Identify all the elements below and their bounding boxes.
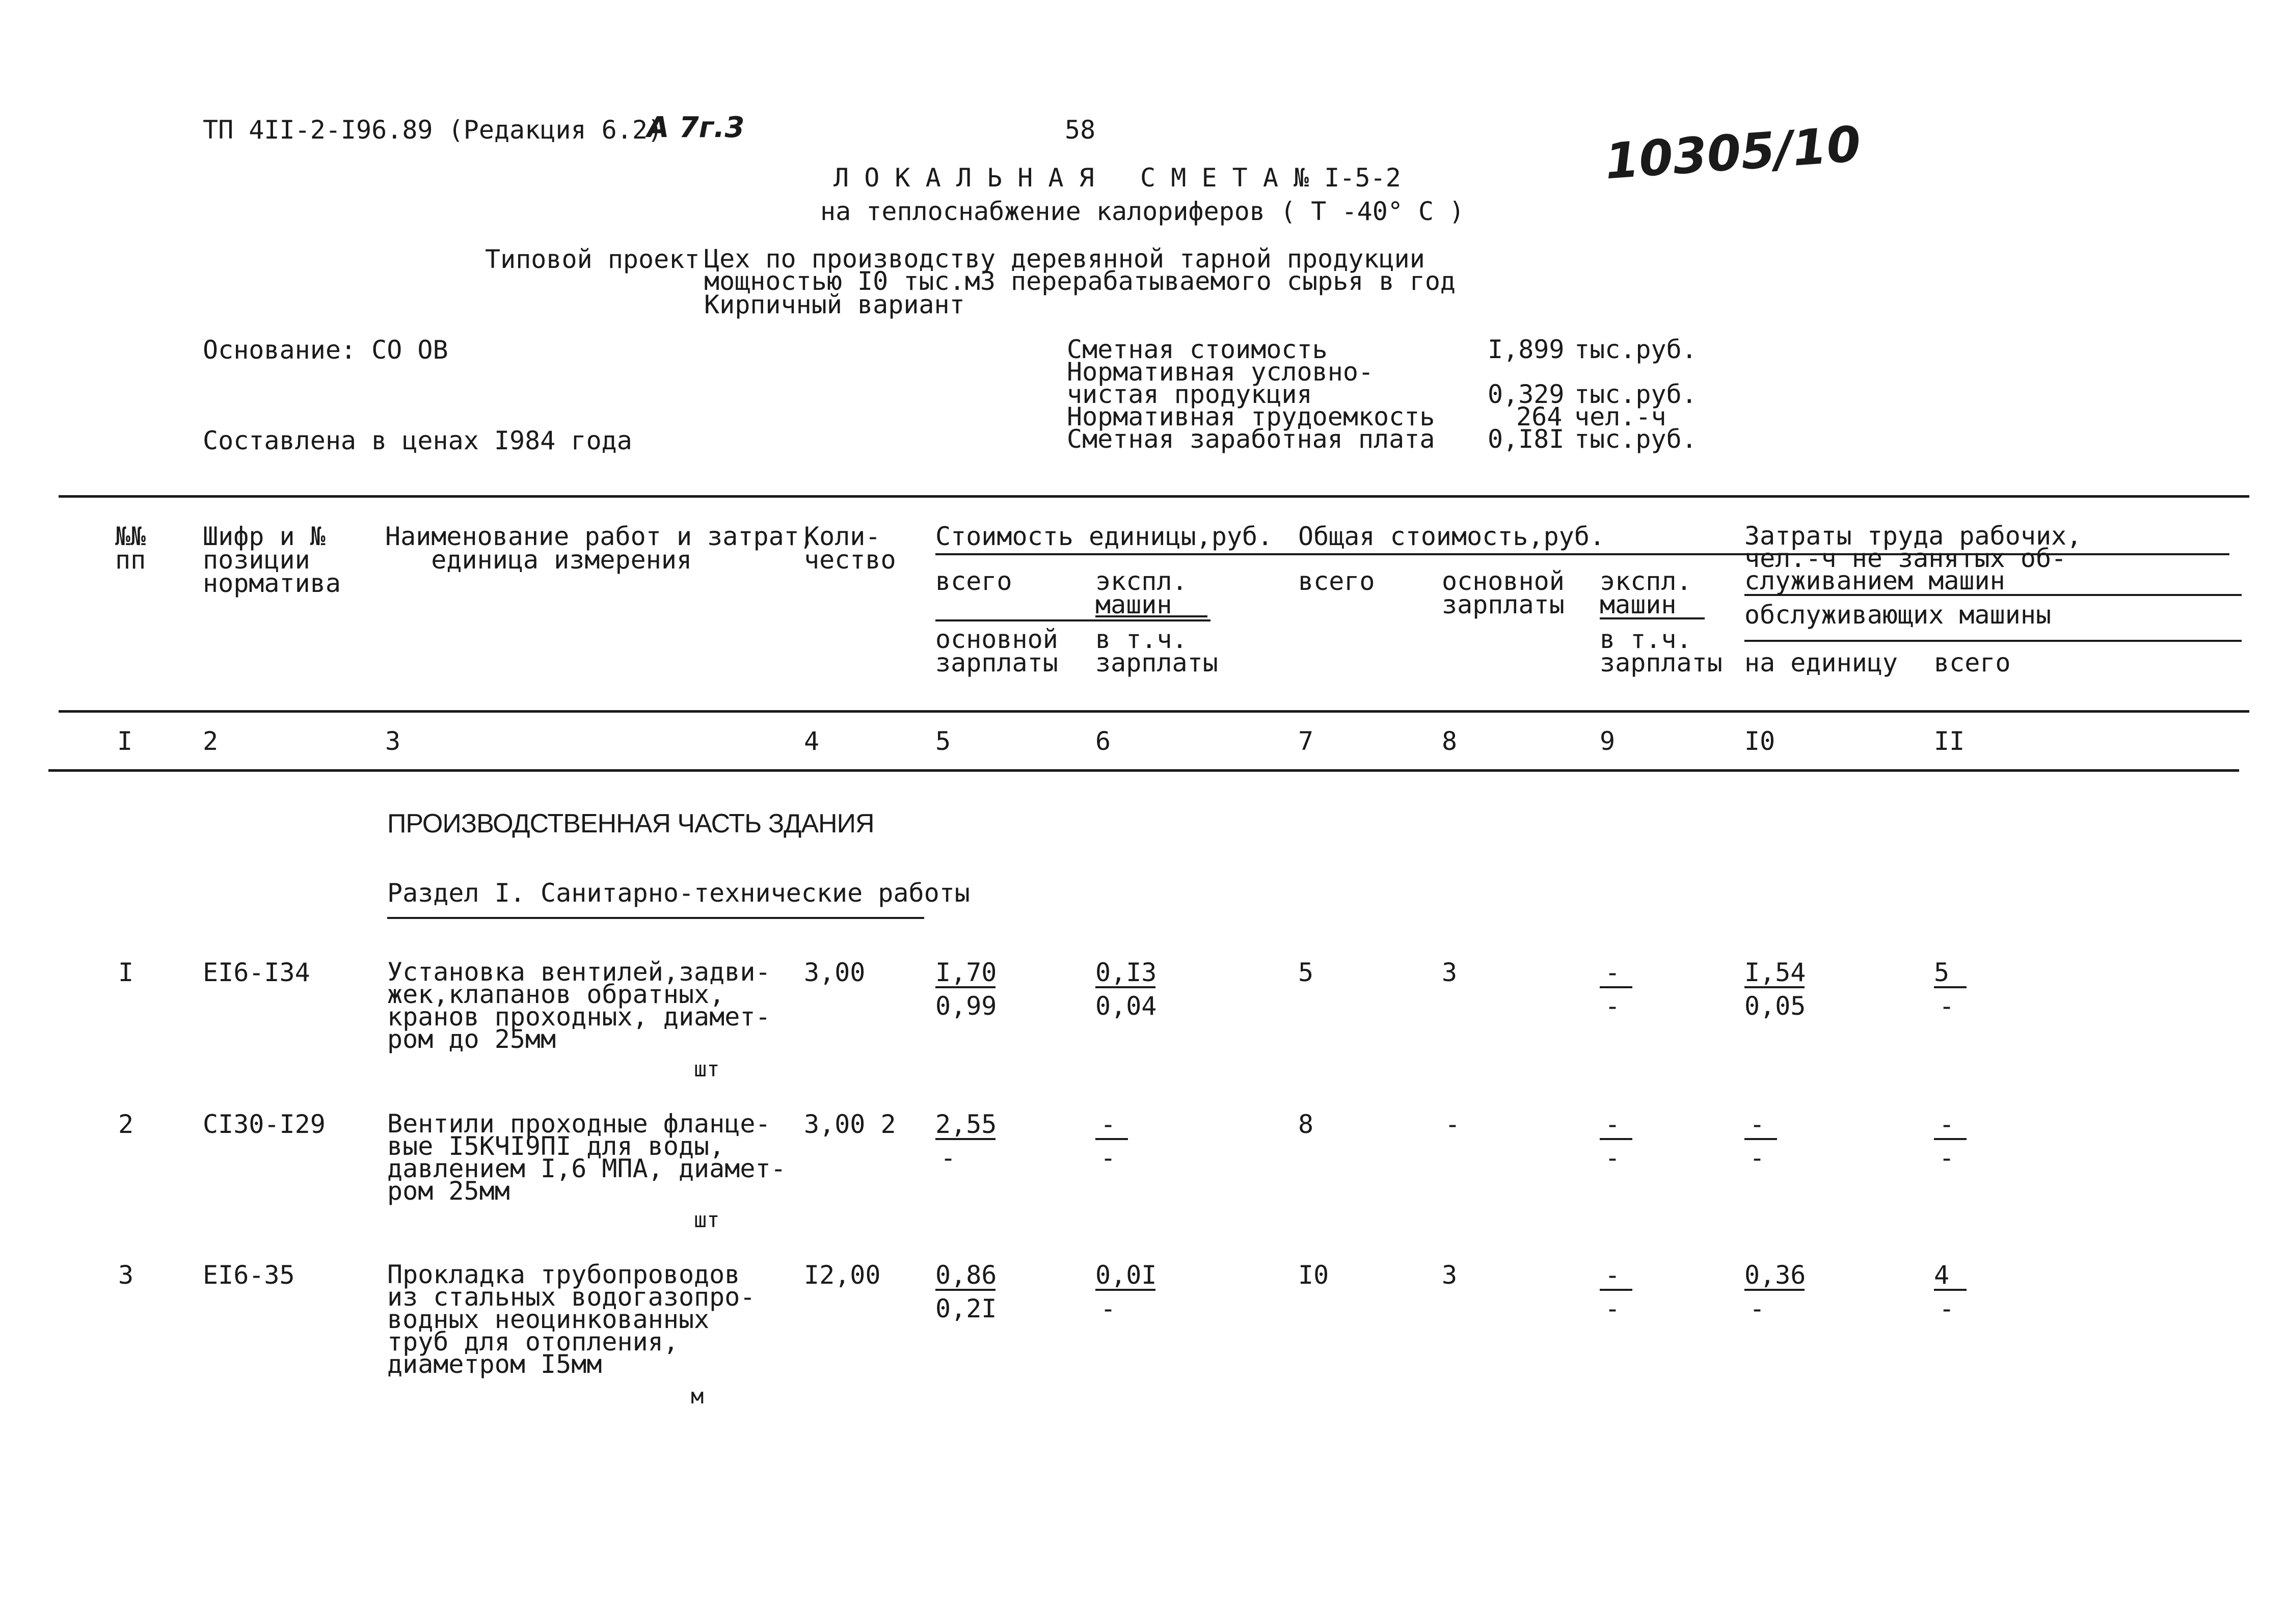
fraction-rule [1095,986,1155,988]
header-labor-vsego: всего [1934,648,2011,678]
col-number: 6 [1095,726,1111,756]
header-unit-expl: экспл. машин [1095,566,1188,619]
header-total-expl: экспл. машин [1600,566,1692,619]
col-number: 3 [385,726,401,756]
row-code: ЕI6-35 [203,1260,295,1290]
handwritten-number: 10305/10 [1603,115,1863,191]
header-total-expl-rule [1600,617,1705,619]
fraction-rule [935,1289,995,1291]
header-total-vsego: всего [1298,566,1375,596]
summary-label: Нормативная трудоемкость [1067,402,1435,431]
col-number: 7 [1298,726,1314,756]
labor-per-unit: I,54 [1744,958,1806,987]
col-number: 2 [203,726,219,756]
col-number: II [1934,726,1965,756]
unit-wage: 0,99 [935,991,997,1021]
fraction-rule [935,1138,995,1140]
table-top-rule [59,495,2249,498]
unit-machines: 0,I3 [1095,958,1157,987]
header-quantity: Коли- чество [804,522,896,575]
unit-total: 2,55 [935,1109,997,1139]
header-total-osn: основной зарплаты [1442,566,1565,619]
total-machine-wage: - [1605,1143,1621,1173]
header-number: №№ пп [115,522,146,575]
unit-wage: - [940,1143,956,1173]
summary-unit: тыс.руб. [1574,424,1697,454]
unit-wage: 0,2I [935,1294,997,1323]
approval-stamp: А 7г.3 [647,111,745,144]
row-code: ЕI6-I34 [203,958,310,987]
header-unit-vtch: в т.ч. зарплаты [1095,625,1218,678]
col-number: 8 [1442,726,1458,756]
section-razdel: Раздел I. Санитарно-технические работы [387,878,970,908]
summary-unit: тыс.руб. [1574,380,1697,409]
fraction-rule [1934,1138,1967,1140]
col-number: I [117,726,133,756]
header-labor: Затраты труда рабочих, чел.-ч не занятых об- служиванием машин [1744,521,2082,596]
unit-machine-wage: - [1100,1294,1116,1323]
unit-machines: - [1100,1109,1116,1139]
unit-total: 0,86 [935,1260,997,1290]
summary-label: Сметная стоимость [1067,335,1328,364]
unit-machines: 0,0I [1095,1260,1157,1290]
unit-total: I,70 [935,958,997,987]
summary-label: Сметная заработная плата [1067,424,1435,454]
total-machines: - [1605,958,1621,987]
summary-label: чистая продукция [1067,380,1312,409]
labor-total: 5 [1934,958,1950,987]
header-labor-sub: обслуживающих машины [1744,600,2052,630]
doc-reference: ТП 4II-2-I96.89 (Редакция 6.2) [203,115,663,145]
header-unit-rule [935,619,1210,621]
row-number: I [118,958,134,987]
estimate-subtitle: на теплоснабжение калориферов ( Т -40° С ) [820,197,1465,226]
total-wage: - [1445,1109,1461,1139]
labor-total: 4 [1934,1260,1950,1290]
row-code: СI30-I29 [203,1109,326,1139]
summary-value: I,899 [1488,335,1565,364]
project-line: мощностью I0 тыс.м3 перерабатываемого сырья в год [704,266,1456,296]
total-machine-wage: - [1605,1294,1621,1323]
section-part: ПРОИЗВОДСТВЕННАЯ ЧАСТЬ ЗДАНИЯ [387,809,874,838]
header-total-vtch: в т.ч. зарплаты [1600,625,1723,678]
row-number: 2 [118,1109,134,1139]
summary-value: 0,I8I [1488,424,1565,454]
total-machines: - [1605,1109,1621,1139]
basis-text: Основание: СО ОВ [203,335,448,365]
unit-machine-wage: - [1100,1143,1116,1173]
total-wage: 3 [1442,1260,1458,1290]
column-numbers-rule [48,769,2239,772]
header-unit-expl-rule [1095,615,1207,617]
header-total-cost: Общая стоимость,руб. [1298,522,1605,551]
labor-per-unit: 0,36 [1744,1260,1806,1290]
header-bottom-rule [59,710,2249,713]
total-machines: - [1605,1260,1621,1290]
fraction-rule [1744,1138,1777,1140]
section-razdel-rule [387,917,924,919]
fraction-rule [1744,1289,1805,1291]
total-cost: 5 [1298,958,1314,987]
fraction-rule [1095,1138,1128,1140]
header-unit-osn: основной зарплаты [935,625,1058,678]
total-cost: I0 [1298,1260,1329,1290]
header-unit-cost: Стоимость единицы,руб. [935,522,1273,551]
summary-unit: чел.-ч [1574,402,1666,431]
fraction-rule [1934,1289,1967,1291]
prices-text: Составлена в ценах I984 года [203,426,632,455]
col-number: 5 [935,726,951,756]
summary-label: Нормативная условно- [1067,357,1374,387]
summary-unit: тыс.руб. [1574,335,1697,364]
fraction-rule [1095,1289,1155,1291]
col-number: I0 [1744,726,1775,756]
total-wage: 3 [1442,958,1458,987]
row-quantity: 3,00 [804,958,866,987]
fraction-rule [1600,986,1632,988]
labor-total-machines: - [1939,1294,1955,1323]
page-number: 58 [1065,115,1096,145]
row-quantity: I2,00 [804,1260,881,1290]
labor-per-unit-machines: - [1750,1143,1765,1173]
row-name: Вентили проходные фланце- вые I5КЧI9ПI для воды, давлением I,6 МПА, диамет- ром 25мм [387,1109,786,1206]
row-unit: м [691,1384,704,1409]
col-number: 9 [1600,726,1616,756]
fraction-rule [935,986,995,988]
row-name: Установка вентилей,задви- жек,клапанов обратных, кранов проходных, диамет- ром до 25мм [387,957,771,1054]
row-number: 3 [118,1260,134,1290]
header-code: Шифр и № позиции норматива [203,522,341,598]
labor-total: - [1939,1109,1955,1139]
row-quantity: 3,00 2 [804,1109,896,1139]
labor-per-unit-machines: - [1750,1294,1765,1323]
fraction-rule [1600,1289,1632,1291]
project-label: Типовой проект [485,245,700,274]
header-name: Наименование работ и затрат, единица измерения [385,522,815,575]
header-labor-sub-rule [1744,640,2242,642]
fraction-rule [1600,1138,1632,1140]
row-unit: шт [694,1057,720,1081]
summary-value: 0,329 [1488,380,1565,409]
total-cost: 8 [1298,1109,1314,1139]
unit-machine-wage: 0,04 [1095,991,1157,1021]
labor-total-machines: - [1939,1143,1955,1173]
fraction-rule [1934,986,1967,988]
estimate-title: Л О К А Л Ь Н А Я С М Е Т А № I-5-2 [833,163,1401,193]
fraction-rule [1744,986,1805,988]
project-line: Кирпичный вариант [704,290,965,319]
header-unit-vsego: всего [935,566,1012,596]
summary-value: 264 [1516,402,1563,431]
total-machine-wage: - [1605,991,1621,1021]
labor-per-unit-machines: 0,05 [1744,991,1806,1021]
header-labor-rule [1744,594,2242,596]
col-number: 4 [804,726,820,756]
project-line: Цех по производству деревянной тарной продукции [704,244,1425,274]
header-labor-per-unit: на единицу [1744,648,1898,678]
row-name: Прокладка трубопроводов из стальных водогазопро- водных неоцинкованных труб для отопления, диаметром I5мм [387,1260,756,1379]
row-unit: шт [694,1207,720,1232]
labor-per-unit: - [1750,1109,1765,1139]
labor-total-machines: - [1939,991,1955,1021]
